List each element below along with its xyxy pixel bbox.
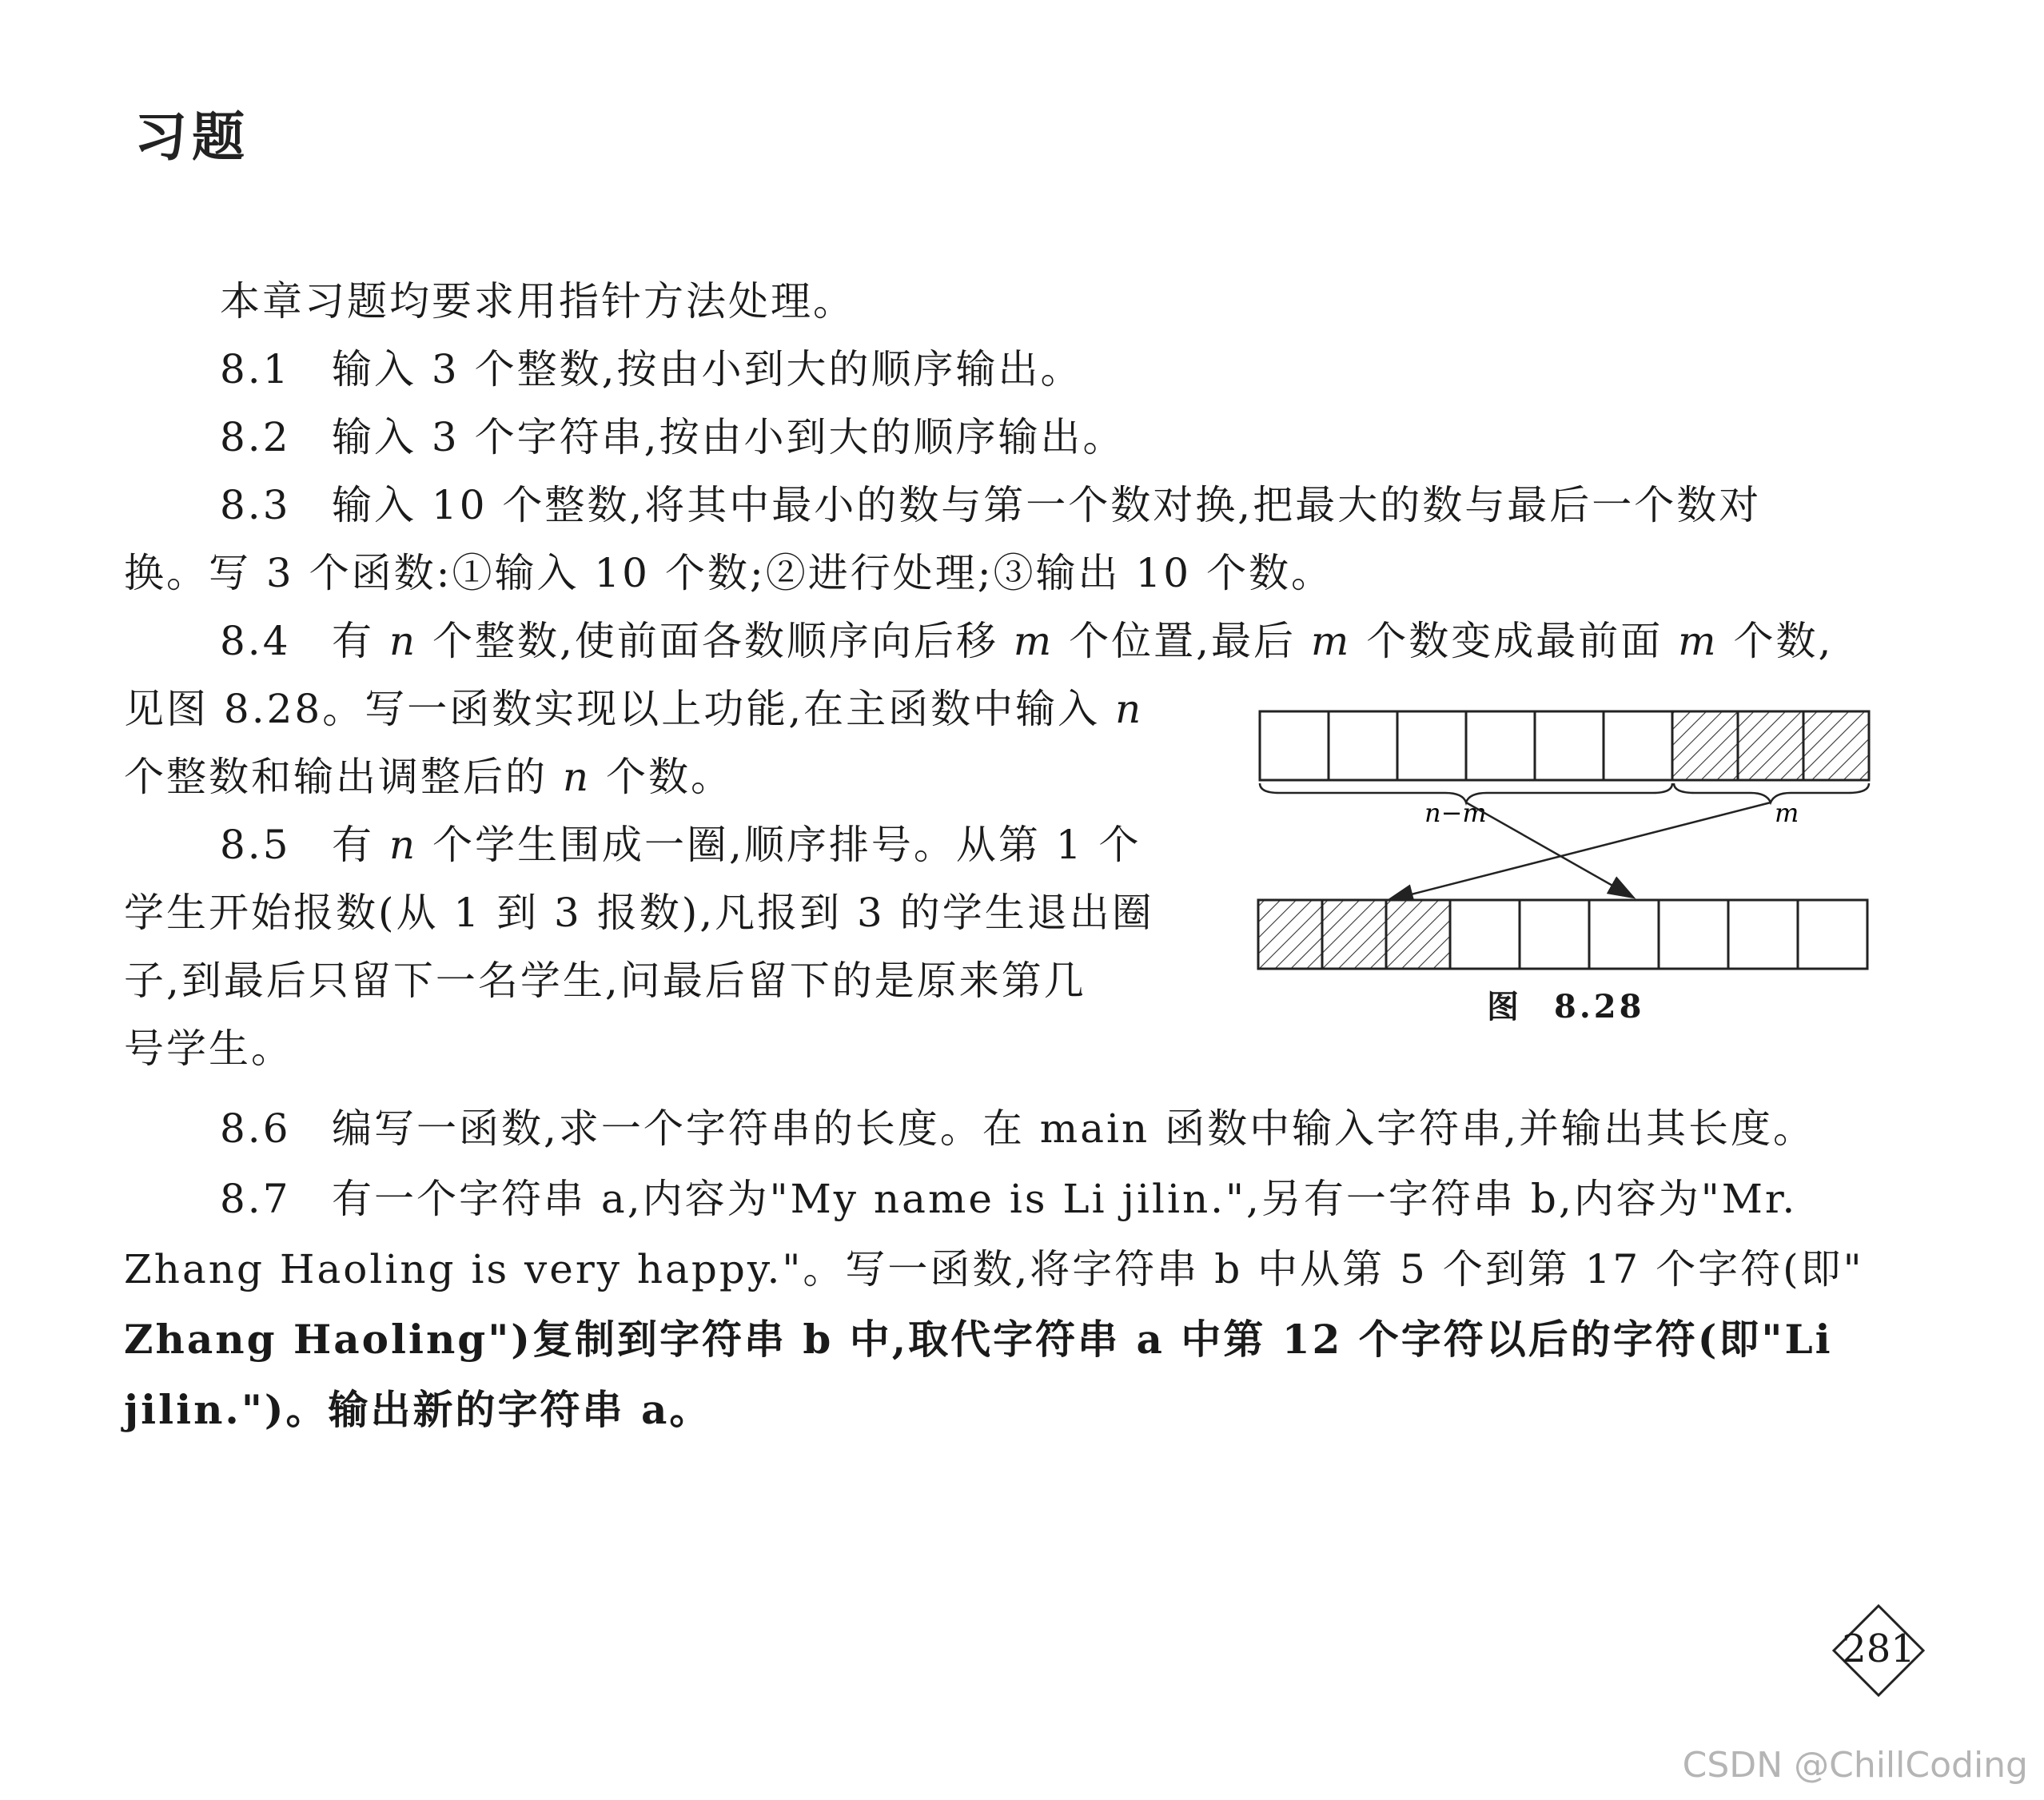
exercise-text: 见图 8.28。写一函数实现以上功能,在主函数中输入 — [124, 686, 1116, 732]
exercise-text: 个整数,使前面各数顺序向后移 — [417, 618, 1014, 664]
exercise-8-4-line2 — [124, 686, 1144, 732]
exercise-number: 8.3 — [220, 482, 291, 528]
exercise-8-6 — [220, 1105, 1815, 1152]
exercise-8-3-line2: 换。写 3 个函数:①输入 10 个数;②进行处理;③输出 10 个数。 — [124, 550, 1333, 596]
exercise-8-4 — [220, 618, 1834, 664]
figure-8-28 — [1247, 695, 1887, 986]
intro-text: 本章习题均要求用指针方法处理。 — [220, 278, 855, 325]
arrow-shift-right — [1466, 802, 1632, 897]
shift-diagram — [1247, 695, 1887, 983]
page-number-text: 281 — [1842, 1627, 1915, 1671]
brace-m — [1674, 783, 1869, 802]
exercise-text: 个数变成最前面 — [1351, 618, 1679, 664]
exercise-text: 个学生围成一圈,顺序排号。从第 1 个 — [417, 822, 1142, 868]
figure-caption — [1487, 982, 1644, 1027]
variable-n: n — [388, 618, 418, 664]
exercise-8-5 — [220, 822, 1142, 868]
exercise-text: 编写一函数,求一个字符串的长度。在 main 函数中输入字符串,并输出其长度。 — [332, 1105, 1815, 1152]
exercise-text: 输入 10 个整数,将其中最小的数与第一个数对换,把最大的数与最后一个数对 — [332, 482, 1762, 528]
exercise-number: 8.1 — [220, 346, 291, 392]
label-m: m — [1775, 798, 1799, 828]
caption-prefix: 图 — [1487, 988, 1522, 1025]
variable-m: m — [1013, 618, 1054, 664]
exercise-number: 8.5 — [220, 822, 291, 868]
exercise-8-7 — [220, 1176, 1798, 1222]
exercise-text: 个整数和输出调整后的 — [124, 754, 563, 800]
page-heading: 习题 — [134, 106, 249, 168]
exercise-number: 8.6 — [220, 1105, 291, 1152]
exercise-text: 有 — [332, 822, 389, 868]
exercise-8-3 — [220, 482, 1762, 528]
exercise-text: 输入 3 个整数,按由小到大的顺序输出。 — [332, 346, 1083, 392]
exercise-8-4-line3 — [124, 754, 734, 800]
exercise-text: 输入 3 个字符串,按由小到大的顺序输出。 — [332, 414, 1126, 460]
exercise-8-2 — [220, 414, 1126, 460]
variable-n: n — [1115, 686, 1144, 732]
exercise-8-5-line3: 子,到最后只留下一名学生,问最后留下的是原来第几 — [124, 958, 1086, 1004]
exercise-text: 个数。 — [591, 754, 734, 800]
page-number — [1831, 1603, 1926, 1698]
exercise-number: 8.7 — [220, 1176, 291, 1222]
top-array-row — [1260, 711, 1869, 780]
exercise-text: 个位置,最后 — [1054, 618, 1311, 664]
exercise-number: 8.2 — [220, 414, 291, 460]
variable-n: n — [388, 822, 418, 868]
exercise-text: 有 — [332, 618, 389, 664]
bottom-array-row — [1258, 900, 1867, 969]
exercise-8-7-line4: jilin.")。输出新的字符串 a。 — [124, 1386, 712, 1433]
label-n-minus-m: n−m — [1424, 798, 1487, 828]
exercise-text: 个数, — [1718, 618, 1834, 664]
exercise-8-1 — [220, 346, 1083, 392]
exercise-8-7-line3: Zhang Haoling")复制到字符串 b 中,取代字符串 a 中第 12 个字符以后的字符(即"Li — [124, 1316, 1833, 1363]
variable-m: m — [1310, 618, 1352, 664]
watermark: CSDN @ChillCoding — [1682, 1745, 2028, 1786]
variable-n: n — [562, 754, 592, 800]
exercise-8-5-line2: 学生开始报数(从 1 到 3 报数),凡报到 3 的学生退出圈 — [124, 890, 1154, 936]
exercise-8-7-line2: Zhang Haoling is very happy."。写一函数,将字符串 b 中从第 5 个到第 17 个字符(即" — [124, 1246, 1864, 1292]
exercise-text: 有一个字符串 a,内容为"My name is Li jilin.",另有一字符串 b,内容为"Mr. — [332, 1176, 1798, 1222]
exercise-8-5-line4: 号学生。 — [124, 1025, 293, 1072]
caption-number: 8.28 — [1554, 988, 1645, 1025]
variable-m: m — [1678, 618, 1719, 664]
exercise-number: 8.4 — [220, 618, 291, 664]
